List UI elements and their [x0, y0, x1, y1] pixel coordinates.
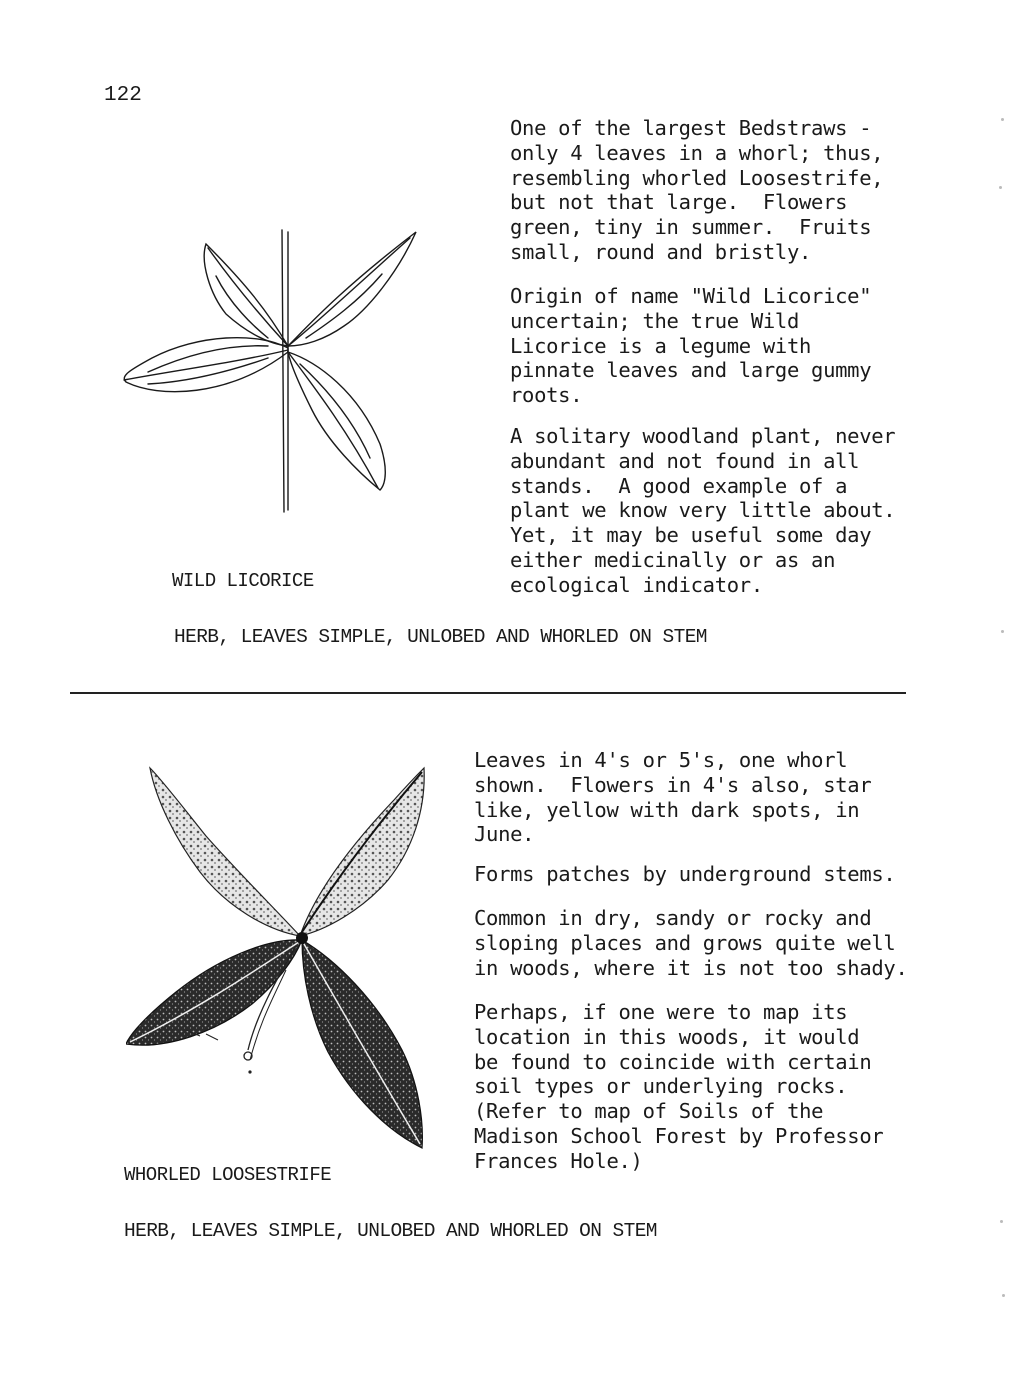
section-divider — [70, 692, 906, 694]
classification-whorled-loosestrife: HERB, LEAVES SIMPLE, UNLOBED AND WHORLED ON STEM — [124, 1220, 657, 1242]
classification-wild-licorice: HERB, LEAVES SIMPLE, UNLOBED AND WHORLED ON STEM — [174, 626, 707, 648]
wild-licorice-drawing — [118, 222, 420, 518]
paragraph-solitary-woodland: A solitary woodland plant, never abundant and not found in all stands. A good example of a plant we know very little about. Yet, it may be useful some day either medicinally or as an ecological indicator. — [510, 424, 896, 597]
scan-speck — [999, 186, 1002, 189]
paragraph-leaves-in-whorls: Leaves in 4's or 5's, one whorl shown. Flowers in 4's also, star like, yellow with dark spots, in June. — [474, 748, 872, 847]
caption-whorled-loosestrife: WHORLED LOOSESTRIFE — [124, 1164, 332, 1186]
paragraph-forms-patches: Forms patches by underground stems. — [474, 862, 896, 886]
paragraph-bedstraw: One of the largest Bedstraws - only 4 leaves in a whorl; thus, resembling whorled Loosestrife, but not that large. Flowers green, tiny in summer. Fruits small, round and bristly. — [510, 116, 884, 264]
paragraph-origin-of-name: Origin of name "Wild Licorice" uncertain; the true Wild Licorice is a legume with pinnate leaves and large gummy roots. — [510, 284, 872, 408]
scan-speck — [1001, 118, 1004, 121]
paragraph-habitat: Common in dry, sandy or rocky and sloping places and grows quite well in woods, where it is not too shady. — [474, 906, 908, 980]
whorled-loosestrife-print — [126, 760, 430, 1156]
scan-speck — [1002, 1294, 1005, 1297]
caption-wild-licorice: WILD LICORICE — [172, 570, 314, 592]
scan-speck — [1001, 630, 1004, 633]
scan-speck — [1000, 1220, 1003, 1223]
paragraph-soil-mapping: Perhaps, if one were to map its location in this woods, it would be found to coincide with certain soil types or underlying rocks. (Refer to map of Soils of the Madison School Forest by Professor Frances Hole.) — [474, 1000, 884, 1173]
page-number: 122 — [104, 84, 142, 107]
